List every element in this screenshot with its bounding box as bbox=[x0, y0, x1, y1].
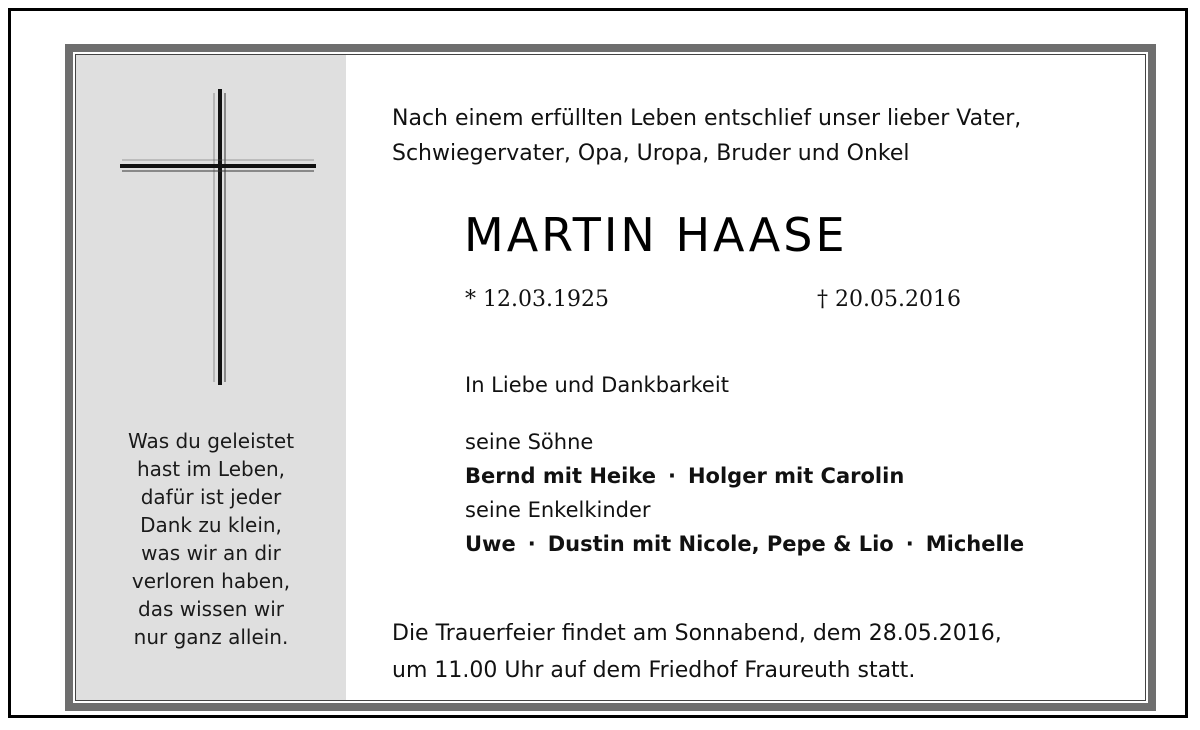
verse-line: verloren haben, bbox=[131, 569, 291, 593]
service-info bbox=[392, 615, 1002, 689]
service-line: um 11.00 Uhr auf dem Friedhof Fraureuth statt. bbox=[392, 658, 916, 683]
family-list bbox=[465, 425, 1024, 561]
grandchildren-names bbox=[465, 527, 1024, 561]
sidebar-panel bbox=[76, 55, 346, 700]
son-name: Holger mit Carolin bbox=[687, 464, 905, 488]
grandchild-name: Uwe bbox=[465, 532, 516, 556]
sons-names bbox=[465, 459, 1024, 493]
separator-dot: · bbox=[527, 532, 536, 556]
separator-dot: · bbox=[668, 464, 676, 488]
closing-phrase: In Liebe und Dankbarkeit bbox=[465, 373, 729, 397]
verse-line: nur ganz allein. bbox=[133, 625, 289, 649]
verse-text bbox=[76, 427, 346, 651]
cross-icon bbox=[76, 55, 346, 415]
verse-line: dafür ist jeder bbox=[140, 485, 282, 509]
grandchildren-label: seine Enkelkinder bbox=[465, 498, 651, 522]
notice-main bbox=[392, 55, 1145, 700]
separator-dot: · bbox=[905, 532, 914, 556]
service-line: Die Trauerfeier findet am Sonnabend, dem 28.05.2016, bbox=[392, 621, 1002, 646]
verse-line: Dank zu klein, bbox=[140, 513, 282, 537]
notice-frame bbox=[65, 44, 1156, 711]
verse-line: was wir an dir bbox=[141, 541, 281, 565]
verse-line: das wissen wir bbox=[138, 597, 284, 621]
son-name: Bernd mit Heike bbox=[465, 464, 656, 488]
notice-outer-border bbox=[8, 8, 1188, 718]
birth-date: * 12.03.1925 bbox=[465, 287, 609, 312]
intro-line: Schwiegervater, Opa, Uropa, Bruder und Onkel bbox=[392, 141, 910, 166]
deceased-name: MARTIN HAASE bbox=[464, 208, 848, 262]
intro-text bbox=[392, 101, 1021, 171]
sons-label: seine Söhne bbox=[465, 430, 594, 454]
intro-line: Nach einem erfüllten Leben entschlief unser lieber Vater, bbox=[392, 106, 1022, 131]
notice-card bbox=[75, 54, 1146, 701]
verse-line: Was du geleistet bbox=[127, 429, 295, 453]
grandchild-name: Dustin mit Nicole, Pepe & Lio bbox=[547, 532, 894, 556]
death-date: † 20.05.2016 bbox=[817, 287, 961, 312]
grandchild-name: Michelle bbox=[925, 532, 1025, 556]
verse-line: hast im Leben, bbox=[136, 457, 286, 481]
